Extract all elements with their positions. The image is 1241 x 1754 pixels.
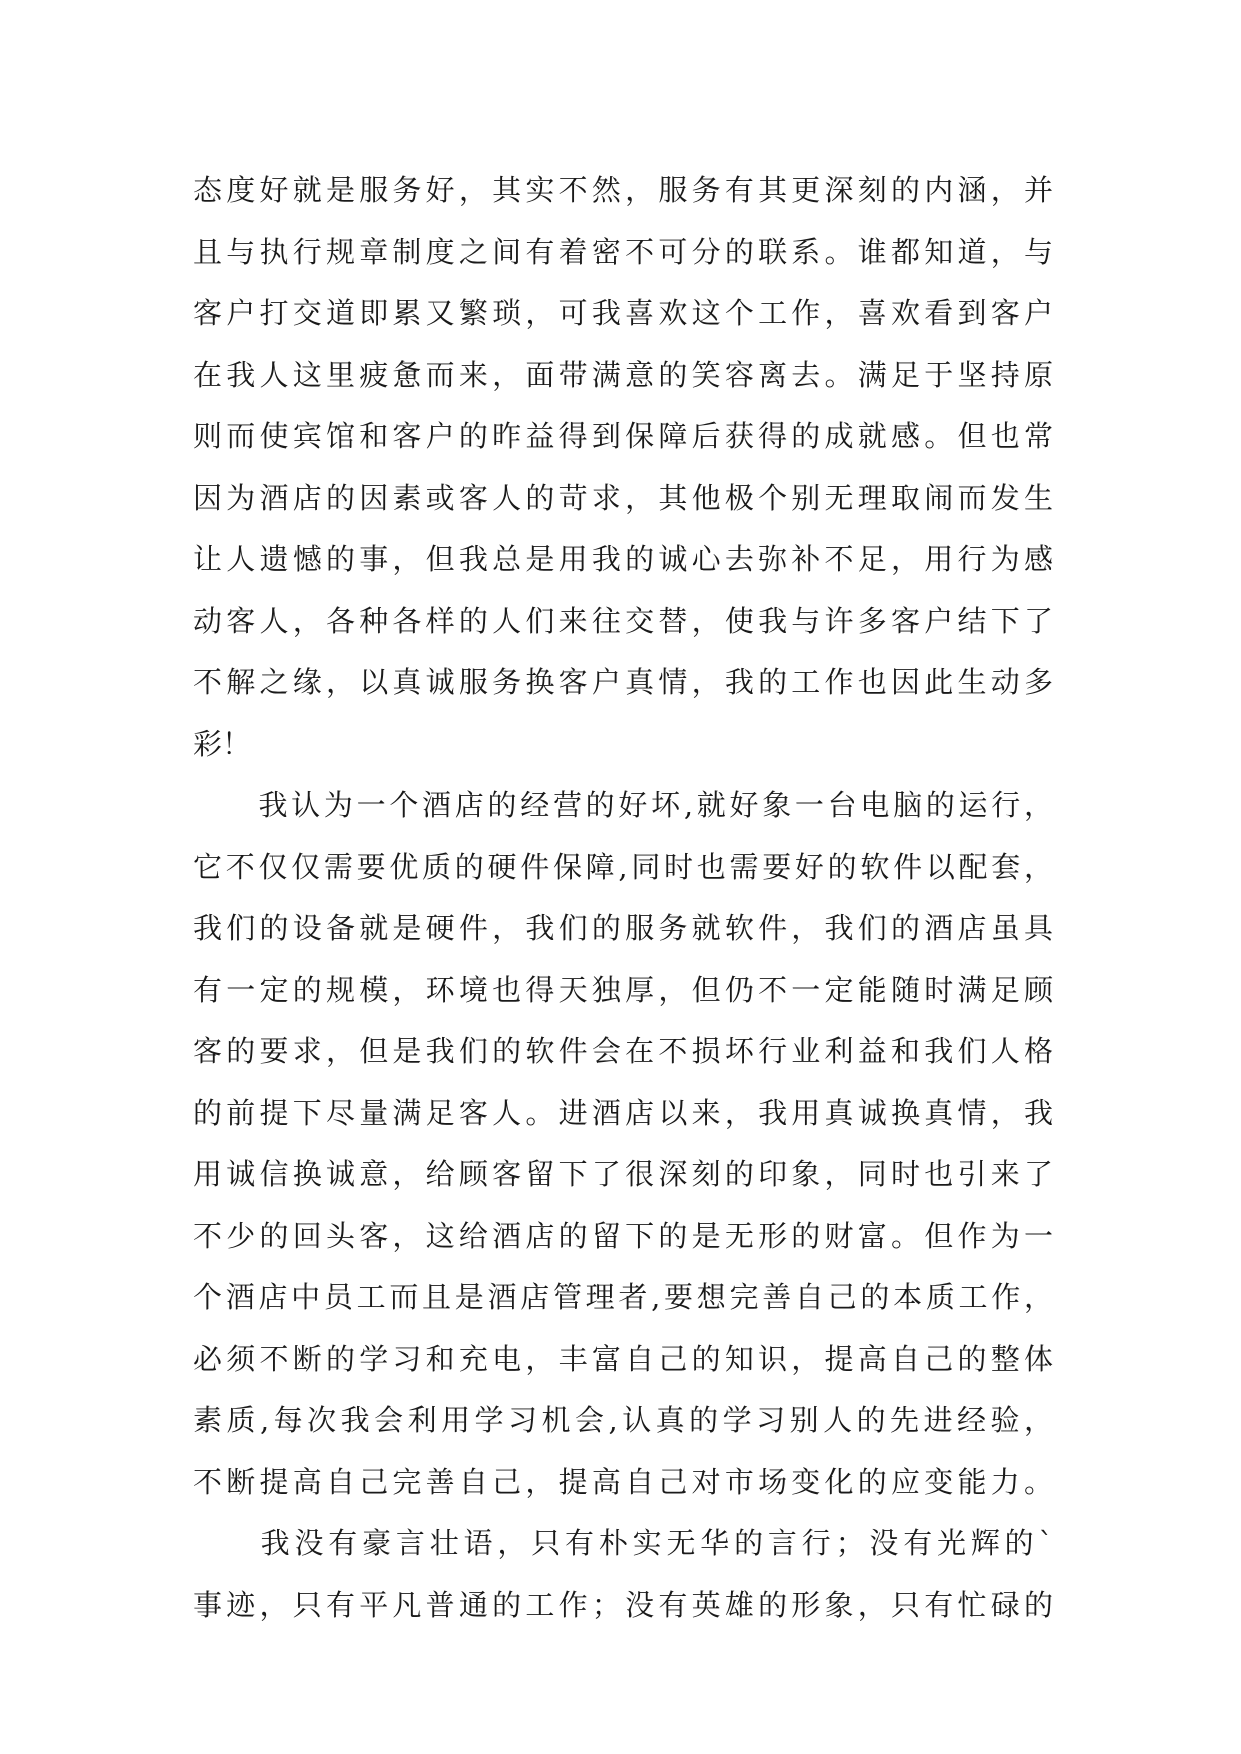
text-line: 客的要求，但是我们的软件会在不损坏行业利益和我们人格 [193,1034,1053,1068]
text-line: 必须不断的学习和充电，丰富自己的知识，提高自己的整体 [193,1341,1053,1376]
text-line: 则而使宾馆和客户的昨益得到保障后获得的成就感。但也常 [193,419,1053,453]
text-line: 让人遗憾的事，但我总是用我的诚心去弥补不足，用行为感 [193,542,1053,576]
text-line: 且与执行规章制度之间有着密不可分的联系。谁都知道，与 [193,234,1053,269]
paragraph-2 [193,775,1053,1513]
text-line: 态度好就是服务好，其实不然，服务有其更深刻的内涵，并 [193,173,1053,207]
text-line: 客户打交道即累又繁琐，可我喜欢这个工作，喜欢看到客户 [193,296,1053,330]
text-line: 素质,每次我会利用学习机会,认真的学习别人的先进经验， [193,1403,1053,1437]
text-line: 它不仅仅需要优质的硬件保障,同时也需要好的软件以配套， [193,849,1053,884]
text-line: 我们的设备就是硬件，我们的服务就软件，我们的酒店虽具 [193,911,1053,945]
text-line: 有一定的规模，环境也得天独厚，但仍不一定能随时满足顾 [193,972,1053,1007]
text-line: 我认为一个酒店的经营的好坏,就好象一台电脑的运行， [193,788,1053,822]
paragraph-1 [193,160,1053,775]
document-body [193,160,1053,1636]
text-line: 因为酒店的因素或客人的苛求，其他极个别无理取闹而发生 [193,480,1053,515]
text-line: 不少的回头客，这给酒店的留下的是无形的财富。但作为一 [193,1218,1053,1253]
paragraph-3 [193,1513,1053,1636]
text-line: 我没有豪言壮语，只有朴实无华的言行；没有光辉的` [193,1526,1053,1560]
text-line: 个酒店中员工而且是酒店管理者,要想完善自己的本质工作， [193,1280,1053,1314]
text-line: 不断提高自己完善自己，提高自己对市场变化的应变能力。 [193,1464,1053,1499]
text-line: 动客人，各种各样的人们来往交替，使我与许多客户结下了 [193,603,1053,638]
text-line: 不解之缘，以真诚服务换客户真情，我的工作也因此生动多 [193,665,1053,699]
text-line: 的前提下尽量满足客人。进酒店以来，我用真诚换真情，我 [193,1095,1053,1130]
text-line: 彩！ [193,726,252,761]
text-line: 事迹，只有平凡普通的工作；没有英雄的形象，只有忙碌的 [193,1587,1053,1622]
text-line: 在我人这里疲惫而来，面带满意的笑容离去。满足于坚持原 [193,357,1053,392]
text-line: 用诚信换诚意，给顾客留下了很深刻的印象，同时也引来了 [193,1157,1053,1191]
